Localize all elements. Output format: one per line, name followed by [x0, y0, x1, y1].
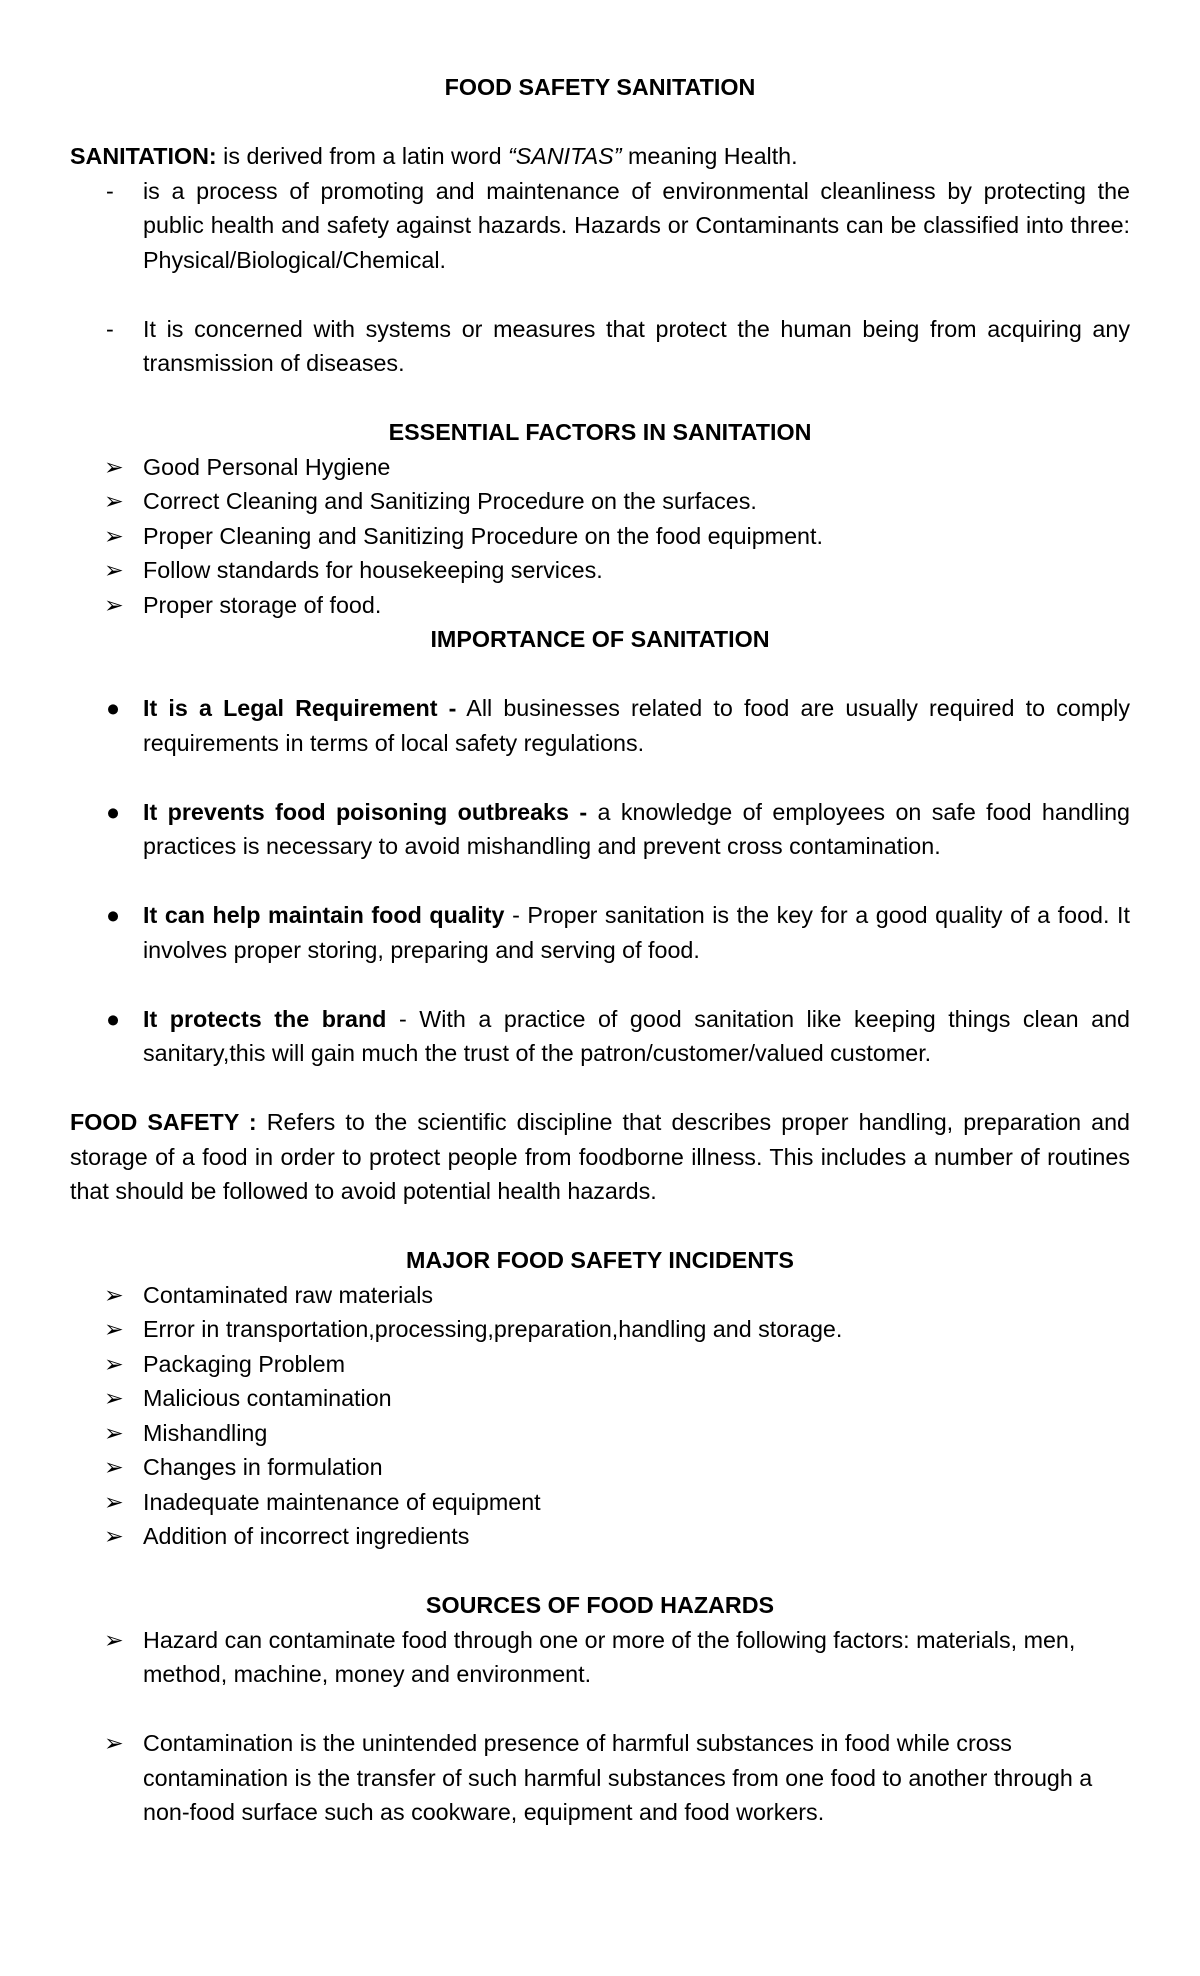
food-safety-term: FOOD SAFETY :: [70, 1109, 257, 1135]
dash-marker: -: [106, 315, 114, 342]
hazards-heading: SOURCES OF FOOD HAZARDS: [425, 1592, 775, 1618]
dash-marker: -: [106, 177, 114, 204]
list-item: ➢ Changes in formulation: [70, 1450, 1130, 1485]
list-item: ➢ Contamination is the unintended presence of harmful substances in food while cross contamination is the transfer of such harmful substances from one food to another through a non-food surface such as cookware, equipment and food workers.: [70, 1726, 1130, 1830]
sanitation-definition: SANITATION: is derived from a latin word “SANITAS” meaning Health.: [70, 143, 798, 169]
bullet-icon: ●: [106, 902, 121, 928]
list-item: ➢ Follow standards for housekeeping services.: [70, 553, 1130, 588]
arrow-icon: ➢: [104, 522, 124, 549]
bullet-icon: ●: [106, 798, 121, 825]
dash-item: - It is concerned with systems or measures that protect the human being from acquiring any transmission of diseases.: [70, 312, 1130, 381]
arrow-icon: ➢: [104, 1454, 124, 1480]
arrow-icon: ➢: [104, 557, 124, 583]
arrow-icon: ➢: [104, 1281, 124, 1308]
bullet-icon: ●: [106, 1005, 121, 1032]
arrow-icon: ➢: [104, 591, 124, 618]
bullet-item: ● It is a Legal Requirement - All businesses related to food are usually required to comply requirements in terms of local safety regulations.: [70, 691, 1130, 760]
list-item: ➢ Correct Cleaning and Sanitizing Procedure on the surfaces.: [70, 484, 1130, 519]
arrow-icon: ➢: [104, 1350, 124, 1377]
list-item: ➢ Contaminated raw materials: [70, 1278, 1130, 1313]
arrow-icon: ➢: [104, 1730, 124, 1756]
list-item: ➢ Proper storage of food.: [70, 588, 1130, 623]
bullet-item: ● It prevents food poisoning outbreaks - a knowledge of employees on safe food handling practices is necessary to avoid mishandling and prevent cross contamination.: [70, 795, 1130, 864]
list-item: ➢ Proper Cleaning and Sanitizing Procedure on the food equipment.: [70, 519, 1130, 554]
list-item: ➢ Malicious contamination: [70, 1381, 1130, 1416]
arrow-icon: ➢: [104, 1626, 124, 1653]
list-item: ➢ Mishandling: [70, 1416, 1130, 1451]
dash-item: - is a process of promoting and maintenance of environmental cleanliness by protecting the public health and safety against hazards. Hazards or Contaminants can be classified into three: Physical/Biological/Chemical.: [70, 174, 1130, 278]
arrow-icon: ➢: [104, 1419, 124, 1446]
arrow-icon: ➢: [104, 488, 124, 514]
list-item: ➢ Packaging Problem: [70, 1347, 1130, 1382]
list-item: ➢ Error in transportation,processing,preparation,handling and storage.: [70, 1312, 1130, 1347]
list-item: ➢ Good Personal Hygiene: [70, 450, 1130, 485]
arrow-icon: ➢: [104, 1523, 124, 1549]
arrow-icon: ➢: [104, 1385, 124, 1411]
bullet-item: ● It can help maintain food quality - Proper sanitation is the key for a good quality of a food. It involves proper storing, preparing and serving of food.: [70, 898, 1130, 967]
incidents-heading: MAJOR FOOD SAFETY INCIDENTS: [406, 1247, 794, 1273]
sanitation-term: SANITATION:: [70, 143, 217, 169]
bullet-item: ● It protects the brand - With a practice of good sanitation like keeping things clean and sanitary,this will gain much the trust of the patron/customer/valued customer.: [70, 1002, 1130, 1071]
document-title: FOOD SAFETY SANITATION: [444, 74, 756, 100]
list-item: ➢ Inadequate maintenance of equipment: [70, 1485, 1130, 1520]
food-safety-definition: FOOD SAFETY : Refers to the scientific discipline that describes proper handling, preparation and storage of a food in order to protect people from foodborne illness. This includes a number of routines that should be followed to avoid potential health hazards.: [70, 1109, 1130, 1204]
sanitas-word: “SANITAS”: [508, 143, 622, 169]
importance-heading: IMPORTANCE OF SANITATION: [430, 626, 770, 652]
list-item: ➢ Addition of incorrect ingredients: [70, 1519, 1130, 1554]
arrow-icon: ➢: [104, 453, 124, 480]
list-item: ➢ Hazard can contaminate food through one or more of the following factors: materials, men, method, machine, money and environment.: [70, 1623, 1130, 1692]
arrow-icon: ➢: [104, 1316, 124, 1342]
arrow-icon: ➢: [104, 1488, 124, 1515]
essential-heading: ESSENTIAL FACTORS IN SANITATION: [388, 419, 812, 445]
bullet-icon: ●: [106, 695, 121, 721]
